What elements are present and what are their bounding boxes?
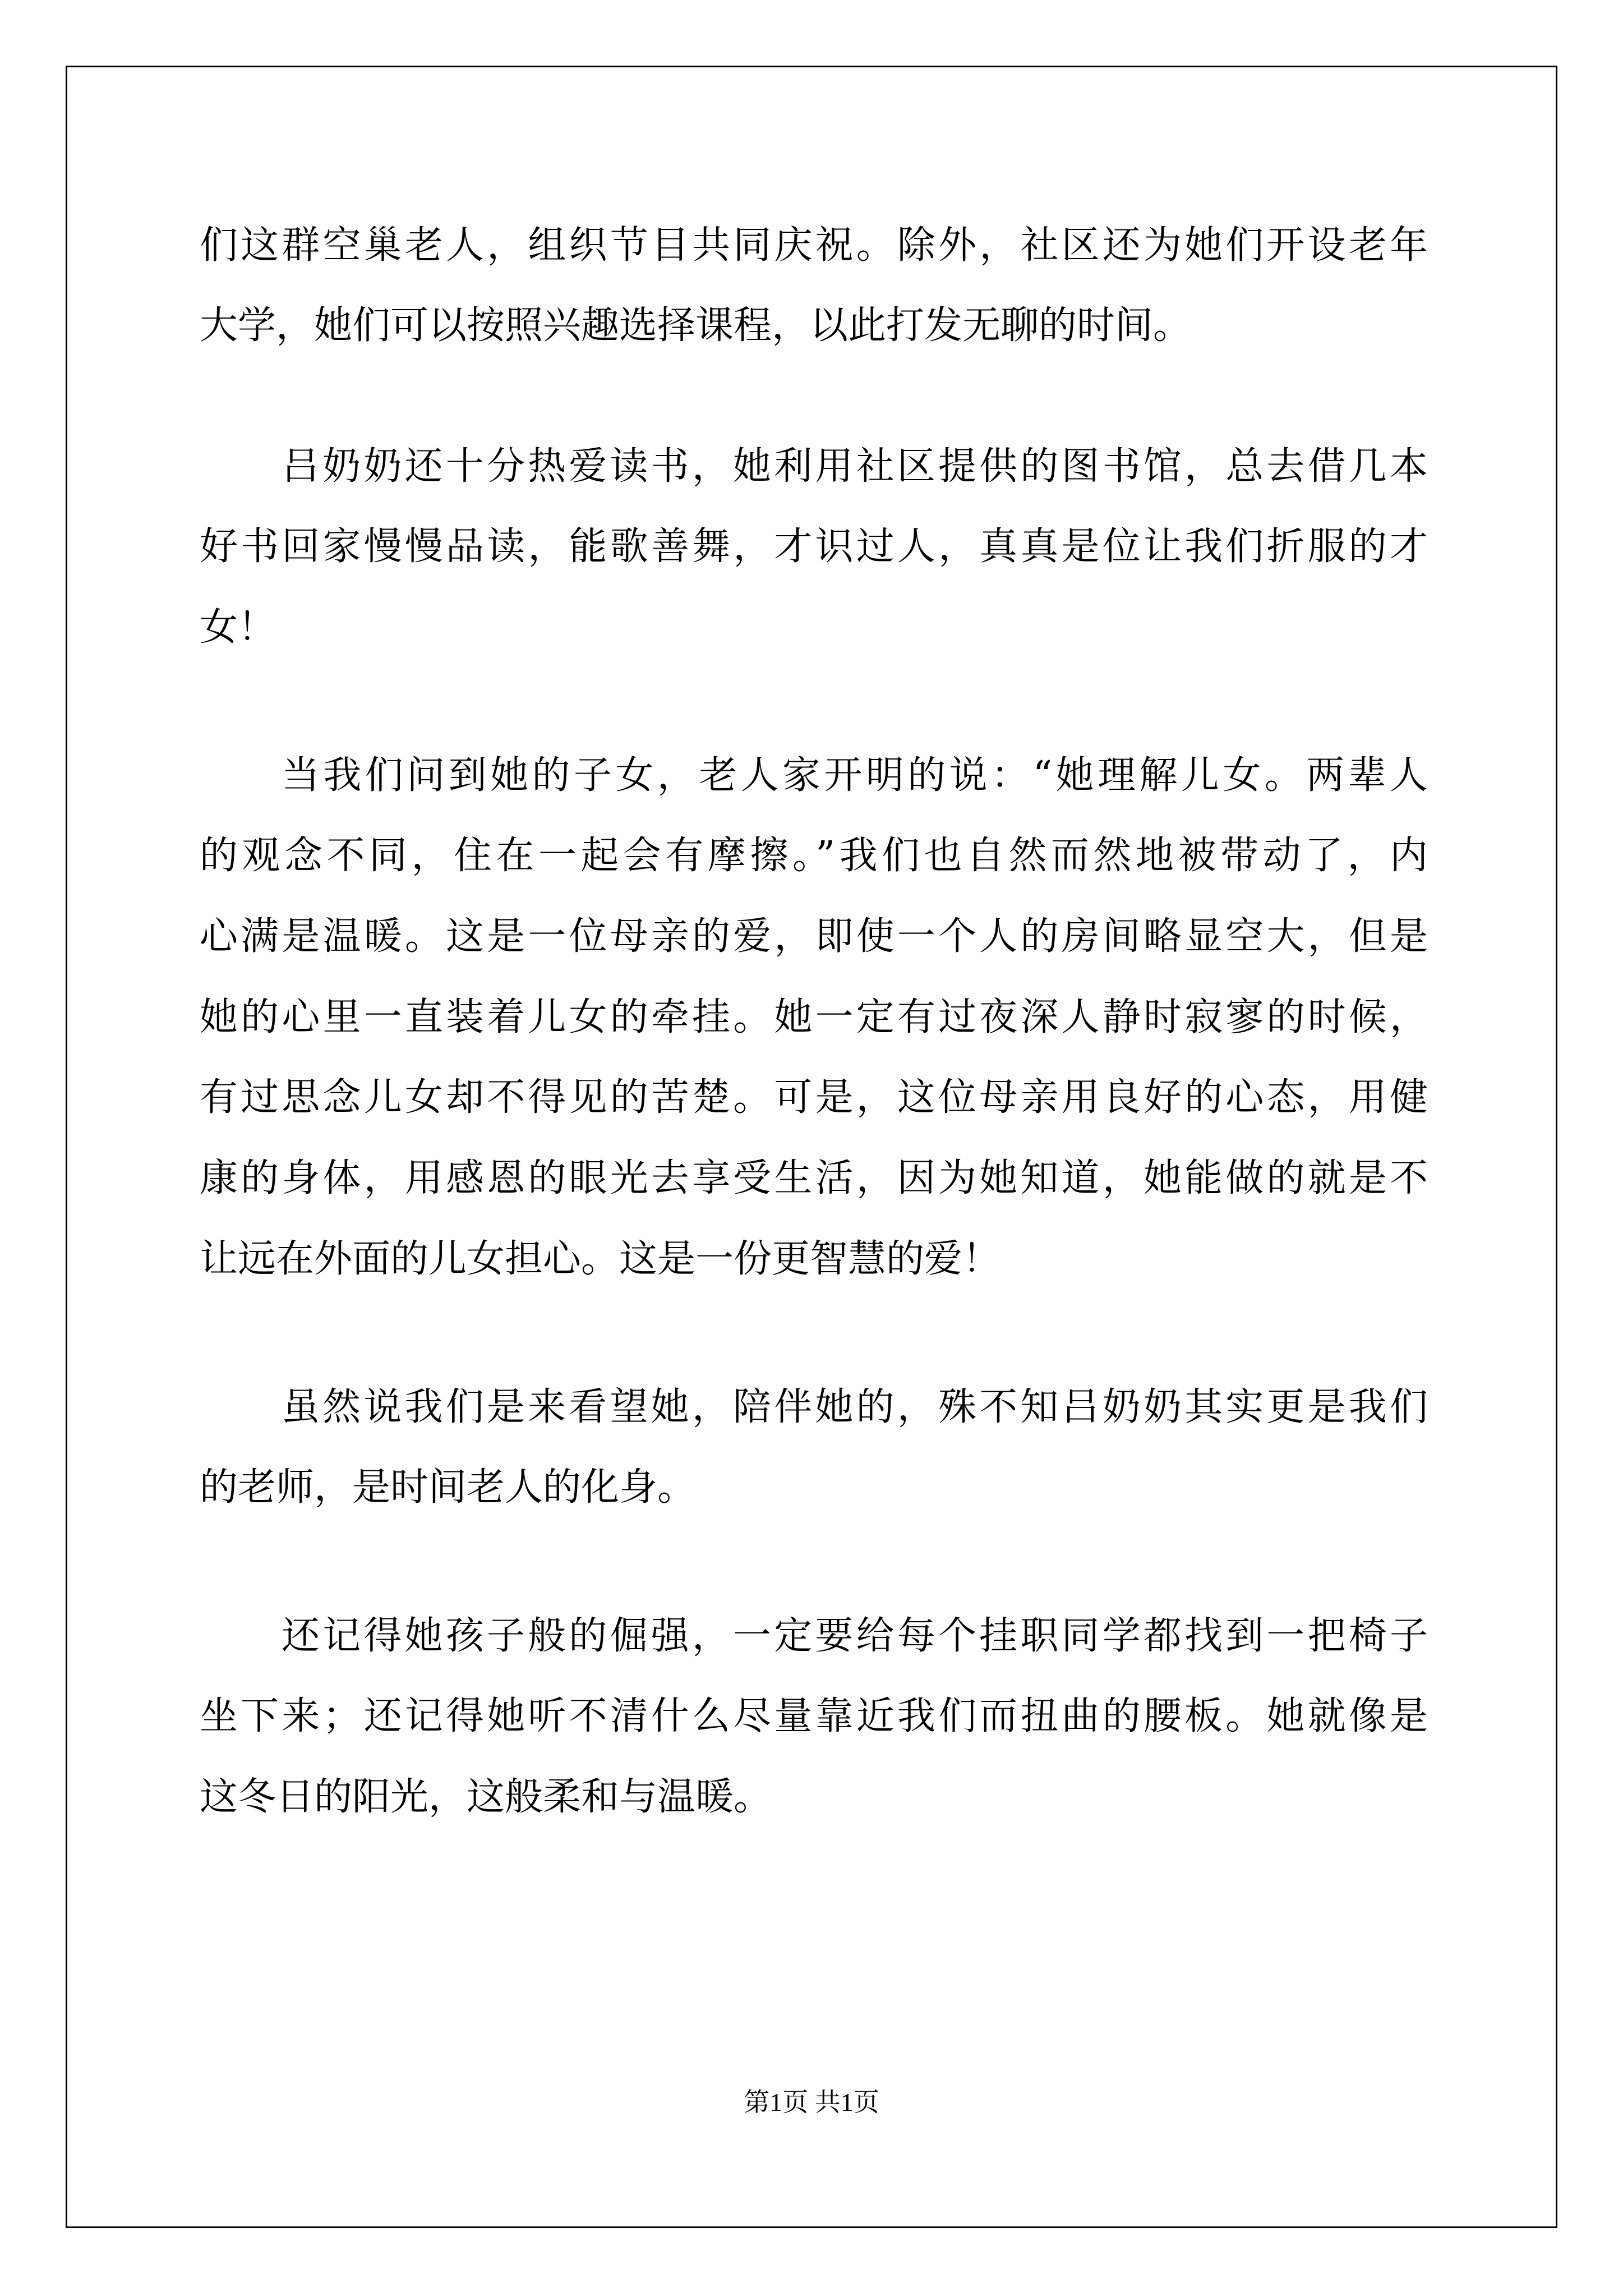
text-line: 心满是温暖。这是一位母亲的爱，即使一个人的房间略显空大，但是 — [200, 914, 1428, 959]
text-line: 女！ — [200, 605, 276, 650]
text-line: 的观念不同，住在一起会有摩擦。”我们也自然而然地被带动了，内 — [200, 834, 1428, 878]
paragraph-first-line: 还记得她孩子般的倔强，一定要给每个挂职同学都找到一把椅子 — [282, 1614, 1428, 1658]
text-line: 好书回家慢慢品读，能歌善舞，才识过人，真真是位让我们折服的才 — [200, 524, 1428, 569]
paragraph-first-line: 当我们问到她的子女，老人家开明的说：“她理解儿女。两辈人 — [282, 753, 1428, 798]
text-line: 康的身体，用感恩的眼光去享受生活，因为她知道，她能做的就是不 — [200, 1156, 1428, 1200]
text-line: 们这群空巢老人，组织节目共同庆祝。除外，社区还为她们开设老年 — [200, 223, 1428, 268]
text-line: 她的心里一直装着儿女的牵挂。她一定有过夜深人静时寂寥的时候， — [200, 995, 1428, 1039]
text-line: 坐下来；还记得她听不清什么尽量靠近我们而扭曲的腰板。她就像是 — [200, 1694, 1428, 1738]
text-line: 的老师，是时间老人的化身。 — [200, 1465, 696, 1510]
text-line: 让远在外面的儿女担心。这是一份更智慧的爱！ — [200, 1237, 1001, 1281]
text-line: 有过思念儿女却不得见的苦楚。可是，这位母亲用良好的心态，用健 — [200, 1075, 1428, 1120]
text-line: 大学，她们可以按照兴趣选择课程，以此打发无聊的时间。 — [200, 303, 1192, 348]
text-line: 这冬日的阳光，这般柔和与温暖。 — [200, 1775, 772, 1819]
paragraph-first-line: 吕奶奶还十分热爱读书，她利用社区提供的图书馆，总去借几本 — [282, 444, 1428, 489]
paragraph-first-line: 虽然说我们是来看望她，陪伴她的，殊不知吕奶奶其实更是我们 — [282, 1385, 1428, 1429]
page-footer: 第1页 共1页 — [744, 2088, 879, 2116]
page-border — [66, 66, 1557, 2228]
